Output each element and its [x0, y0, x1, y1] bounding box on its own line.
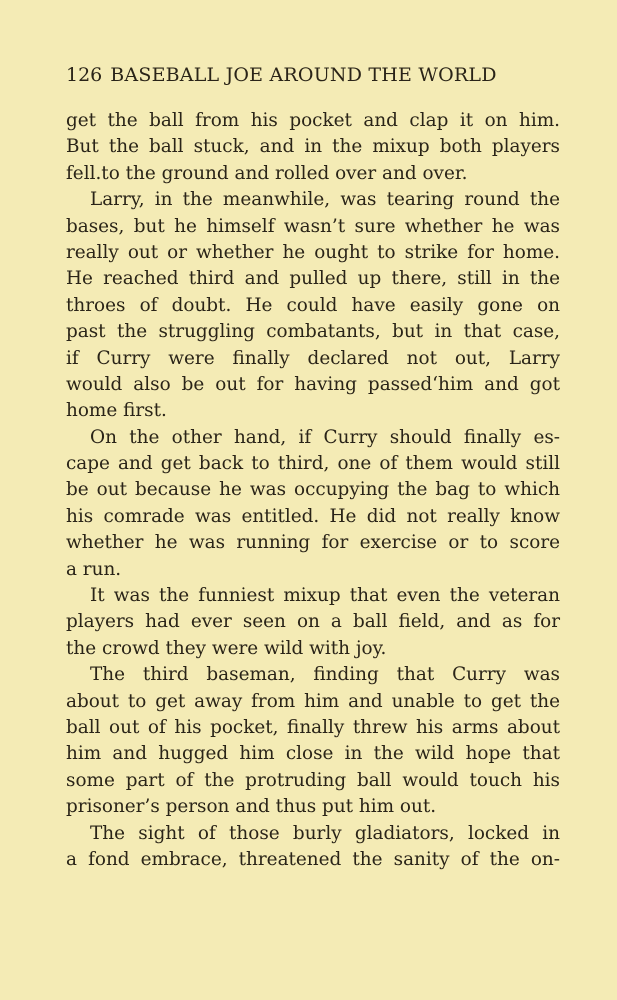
text-line: be out because he was occupying the bag to which — [66, 479, 560, 501]
text-line: home first. — [66, 400, 167, 422]
text-line: But the ball stuck, and in the mixup both players — [66, 136, 560, 158]
text-line: the crowd they were wild with joy. — [66, 637, 387, 659]
text-line: The sight of those burly gladiators, locked in — [90, 822, 560, 844]
page-number: 126 — [66, 64, 103, 86]
text-line: ball out of his pocket, finally threw his arms about — [66, 716, 560, 738]
text-line: past the struggling combatants, but in that case, — [66, 321, 560, 343]
running-title: BASEBALL JOE AROUND THE WORLD — [110, 64, 497, 86]
text-line: bases, but he himself wasn’t sure whether he was — [66, 215, 560, 237]
text-line: him and hugged him close in the wild hope that — [66, 743, 560, 765]
text-line: On the other hand, if Curry should finally es- — [90, 426, 560, 448]
text-line: if Curry were finally declared not out, Larry — [66, 347, 560, 369]
text-line: would also be out for having passed‘him and got — [66, 373, 560, 395]
text-line: whether he was running for exercise or to score — [66, 532, 560, 554]
text-line: The third baseman, finding that Curry was — [90, 664, 560, 686]
body-text — [66, 108, 560, 873]
text-line: cape and get back to third, one of them would still — [66, 453, 560, 475]
text-line: his comrade was entitled. He did not really know — [66, 505, 560, 527]
text-line: prisoner’s person and thus put him out. — [66, 796, 437, 818]
text-line: about to get away from him and unable to get the — [66, 690, 560, 712]
text-line: really out or whether he ought to strike for home. — [66, 241, 560, 263]
text-line: players had ever seen on a ball field, and as for — [66, 611, 560, 633]
text-line: a fond embrace, threatened the sanity of the on- — [66, 848, 560, 870]
text-line: Larry, in the meanwhile, was tearing round the — [90, 189, 560, 211]
text-line: throes of doubt. He could have easily gone on — [66, 294, 560, 316]
text-line: some part of the protruding ball would touch his — [66, 769, 560, 791]
text-line: get the ball from his pocket and clap it on him. — [66, 110, 560, 131]
running-head — [66, 63, 542, 87]
text-line: He reached third and pulled up there, still in the — [66, 268, 560, 290]
text-line: a run. — [66, 558, 122, 580]
text-line: fell.to the ground and rolled over and over. — [66, 162, 468, 184]
text-line: It was the funniest mixup that even the veteran — [90, 585, 560, 607]
